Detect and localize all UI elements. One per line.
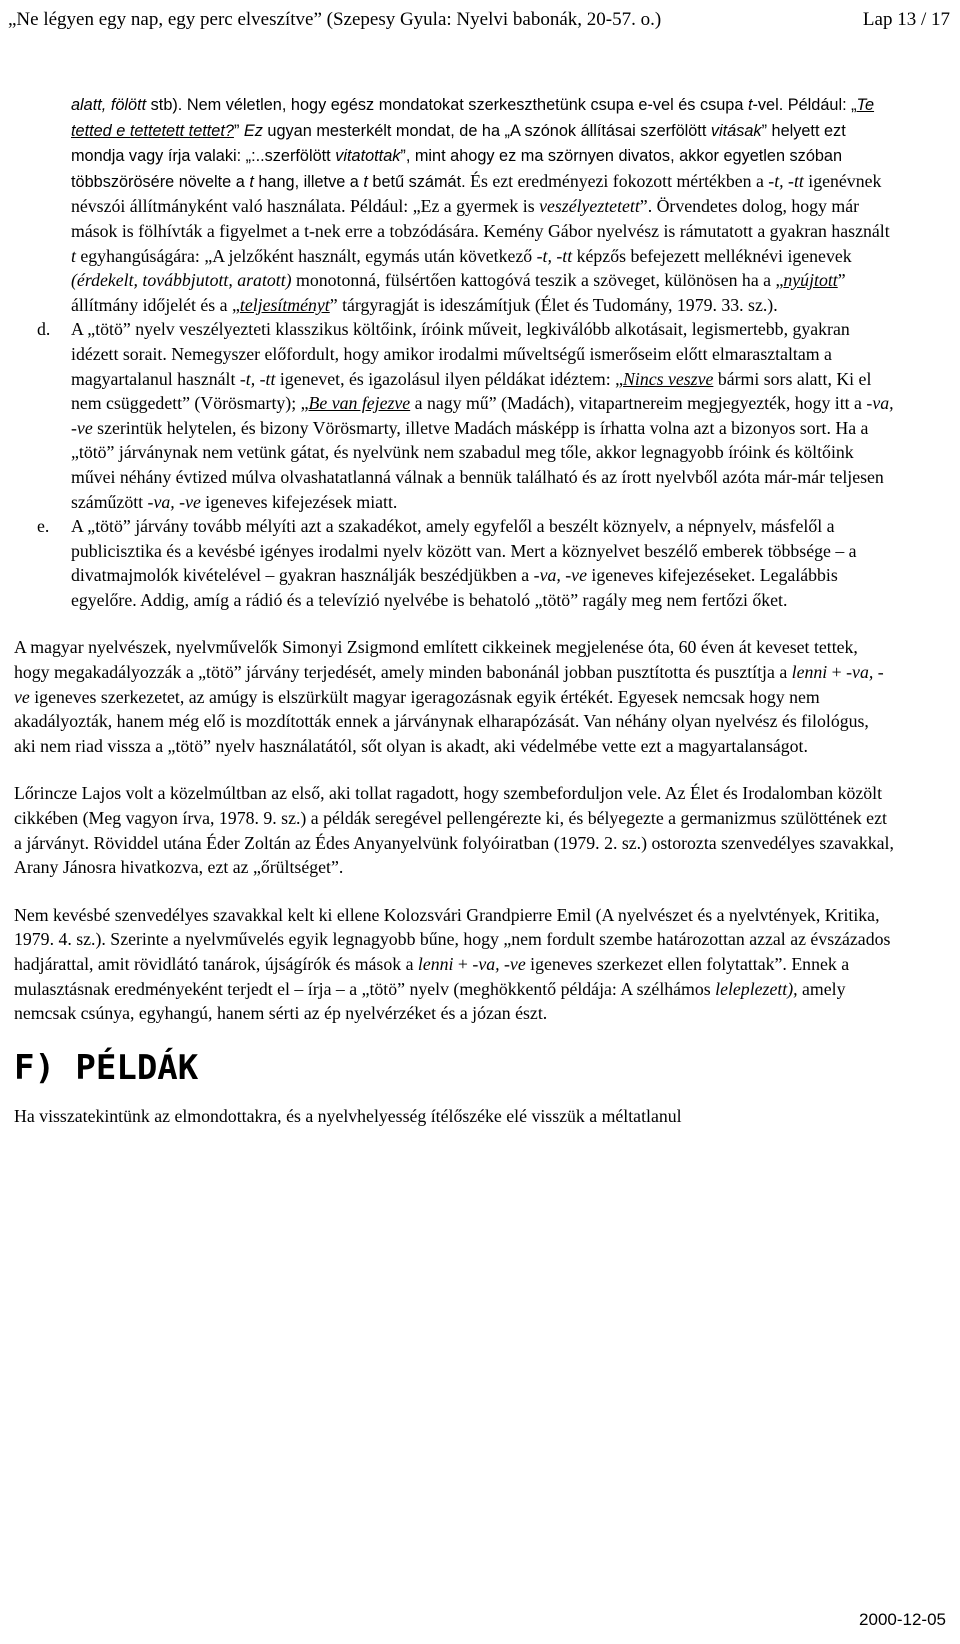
text-run: vitatottak <box>335 147 401 166</box>
list-item-text <box>71 516 857 610</box>
text-run: vitásak <box>710 121 762 140</box>
document-title: „Ne légyen egy nap, egy perc elveszítve” (Szepesy Gyula: Nyelvi babonák, 20-57. o.) <box>8 9 662 30</box>
text-run: Kemény Gábor nyelvész is rámutatott a gyakran használt <box>478 220 890 241</box>
paragraph <box>14 903 894 1026</box>
text-run: t <box>249 172 254 191</box>
text-run: a nagy mű” (Madách), vitapartnereim megjegyezték, hogy itt a <box>410 393 867 414</box>
text-run: -t, -tt <box>536 245 573 266</box>
text-run: nyújtott <box>783 270 838 291</box>
page-footer-date: 2000-12-05 <box>859 1610 946 1629</box>
text-run: ” helyett ezt mondja vagy írja valaki: „:..szerfölött <box>71 121 846 166</box>
text-run: -va, -ve <box>14 662 884 707</box>
page-header <box>8 0 950 40</box>
text-run: monotonná, fülsértően kattogóvá teszik a szöveget, különösen ha a „ <box>291 270 784 291</box>
text-run: Te tetted e tettetett tettet? <box>71 96 875 140</box>
list-marker: d. <box>37 319 51 340</box>
paragraph <box>14 635 894 758</box>
list-item-e <box>37 514 894 612</box>
text-run: -vel. Például: „ <box>752 96 857 114</box>
text-run: -t, -tt <box>239 368 276 389</box>
text-run: amely nemcsak csúnya, egyhangú, hanem sérti az ép nyelvérzéket és a józan észt. <box>14 978 846 1024</box>
text-run: ” <box>233 121 244 140</box>
text-run: + <box>827 662 847 683</box>
text-run: ”, mint ahogy ez ma szörnyen divatos, akkor egyetlen szóban többszörösére növelte a <box>71 147 843 191</box>
text-run: t <box>363 172 368 191</box>
text-run: Nem kevésbé szenvedélyes szavakkal kelt ki ellene Kolozsvári Grandpierre Emil (A nyelvészet és a nyelvtények, Kritika, 1979. 4. sz.). Szerinte a nyelvművelés egyik legnagyobb bűne, hogy „nem fordult szembe határozottan azzal az évszázados hadjárattal, amit rövidlátó tanárok, újságírók és mások a <box>14 904 891 974</box>
text-run: Nincs veszve <box>623 368 714 389</box>
text-run: egyhangúságára: „A jelzőként használt, egymás után következő <box>75 245 537 266</box>
list-item-d <box>37 317 894 514</box>
paragraph <box>14 781 894 879</box>
text-run: képzős befejezett melléknévi igenevek <box>572 245 852 266</box>
text-run: + <box>453 954 473 974</box>
text-run: A „tötö” járvány tovább mélyíti azt a szakadékot, amely egyfelől a beszélt köznyelv, a népnyelv, másfelől a publicisztika és a kevésbé igényes irodalmi nyelv között van. Mert a köznyelvet beszélő emberek többsége – a divatmajmolók kivételével – gyakran használják beszédjükben a <box>71 516 857 586</box>
text-run: szerintük helytelen, és bizony Vörösmarty, illetve Madách másképp is írhatta volna azt a bizonyos sort. Ha a „tötö” járványnak nem vetünk gátat, és nyelvünk nem szabadul meg tőle, akkor legnagyobb íróink és költőink művei néhány évtized múlva olvashatatlanná válnak a bennük található és az írott nyelvből azóta már-már teljesen száműzött <box>71 417 884 512</box>
text-run: Lőrincze Lajos volt a közelmúltban az első, aki tollat ragadott, hogy szembeforduljon vele. Az Élet és Irodalomban közölt cikkében (Meg vagyon írva, 1978. 9. sz.) a példák seregével pellengérezte ki, és bélyegezte a germanizmus szülöttének ezt a járványt. Röviddel utána Éder Zoltán az Édes Anyanyelvünk folyóiratban (1979. 2. sz.) ostorozta szenvedélyes szavakkal, Arany Jánosra hivatkozva, ezt az „őrültséget”. <box>14 783 894 878</box>
text-run: És ezt eredményezi fokozott mértékben a <box>465 170 769 191</box>
text-run: -va, -ve <box>71 393 894 438</box>
page-number: Lap 13 / 17 <box>862 9 950 30</box>
text-run: Ez <box>243 121 263 140</box>
list-marker: e. <box>37 516 50 537</box>
text-run: lenni <box>417 954 454 974</box>
list-item-text <box>71 319 894 511</box>
text-run: lenni <box>791 662 828 683</box>
text-run: stb). Nem véletlen, hogy egész mondatokat szerkeszthetünk csupa e-vel és csupa <box>146 96 748 114</box>
text-run: A „tötö” nyelv veszélyezteti klasszikus költőink, íróink műveit, legkiválóbb alkotásait, legismertebb, gyakran idézett sorait. Nemegyszer előfordult, hogy amikor irodalmi műveltségű ismerőseim előtt elmarasztaltam a magyartalanul használt <box>71 319 850 389</box>
text-run: A magyar nyelvészek, nyelvművelők Simonyi Zsigmond említett cikkeinek megjelenése óta, 60 éven át keveset tettek, hogy megakadályozzák a „tötö” járvány terjedését, amely minden babonánál jobban pusztította és pusztítja a <box>14 637 858 683</box>
text-run: leleplezett), <box>715 978 798 999</box>
text-run: igeneves kifejezéseket. Legalábbis egyelőre. Addig, amíg a rádió és a televízió nyelvébe is behatoló „tötö” ragály meg nem fertőzi őket. <box>71 565 838 610</box>
text-run: alatt, fölött <box>71 96 147 114</box>
text-run: Be van fejezve <box>308 393 411 414</box>
text-run: igeneves szerkezetet, az amúgy is elszürkült magyar igeragozásnak egyik értékét. Egyesek nemcsak hogy nem akadályozták, hanem még elő is mozdították ennek a járványnak elharapózását. Van néhány olyan nyelvész és filológus, aki nem riad vissza a „tötö” nyelv használatától, sőt olyan is akadt, aki védelmébe vette ezt a magyartalanságot. <box>14 686 869 756</box>
text-run: -va, -ve <box>147 491 201 512</box>
continued-paragraph <box>71 92 894 317</box>
page-body <box>14 92 894 1128</box>
text-run: bármi sors alatt, Ki el nem csüggedett” (Vörösmarty); „ <box>71 368 872 414</box>
paragraph: Ha visszatekintünk az elmondottakra, és a nyelvhelyesség ítélőszéke elé visszük a méltatlanul <box>14 1105 682 1126</box>
text-run: betű számát. <box>367 172 466 191</box>
text-run: igenevet, és igazolásul ilyen példákat idéztem: „ <box>275 368 624 389</box>
text-run: ” tárgyragját is ideszámítjuk (Élet és Tudomány, 1979. 33. sz.). <box>329 294 778 315</box>
text-run: igenévnek névszói állítmányként való használata. Például: „Ez a gyermek is <box>71 170 882 217</box>
text-run: ” állítmány időjelét és a „ <box>71 270 846 315</box>
text-run: hang, illetve a <box>253 172 364 191</box>
text-run: -va, -ve <box>472 954 526 974</box>
text-run: (érdekelt, továbbjutott, aratott) <box>71 270 292 291</box>
text-run: -t, -tt <box>768 170 804 191</box>
text-run: igeneves szerkezet ellen folytattak”. Ennek a mulasztásnak eredményeként terjedt el – írja – a „tötö” nyelv (meghökkentő példája: A szélhámos <box>14 954 850 999</box>
text-run: veszélyeztetett <box>539 196 640 217</box>
text-run: ugyan mesterkélt mondat, de ha „A szónok állításai szerfölött <box>262 121 711 140</box>
text-run: -va, -ve <box>533 565 587 586</box>
text-run: t <box>747 96 753 114</box>
text-run: t <box>71 245 76 266</box>
text-run: teljesítményt <box>239 294 330 315</box>
text-run: ”. Örvendetes dolog, hogy már mások is fölhívták a figyelmet a t-nek erre a tobzódására. <box>71 196 860 241</box>
text-run: igeneves kifejezések miatt. <box>200 491 398 512</box>
section-heading: F) PÉLDÁK <box>14 1047 199 1088</box>
